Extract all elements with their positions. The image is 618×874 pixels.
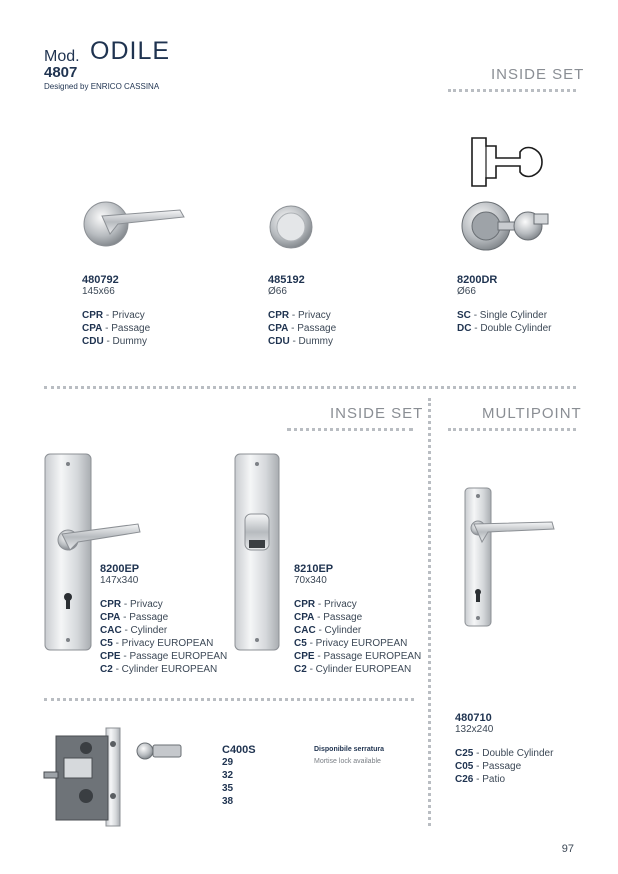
mortise-lock-note <box>314 744 384 768</box>
deadbolt-profile-drawing <box>466 132 550 192</box>
option-item: CPE - Passage EUROPEAN <box>100 651 228 662</box>
product-dimensions: 70x340 <box>294 575 327 586</box>
option-item: CPR - Privacy <box>268 310 331 321</box>
product-480710 <box>455 712 553 786</box>
note-english: Mortise lock available <box>314 758 381 765</box>
option-item: CPR - Privacy <box>82 310 145 321</box>
mod-label: Mod. <box>44 48 80 65</box>
product-code: 8200DR <box>457 274 498 286</box>
note-italian: Disponibile serratura <box>314 746 385 753</box>
option-item: CPA - Passage <box>82 323 151 334</box>
product-code: 8210EP <box>294 563 334 575</box>
product-8200EP <box>100 563 227 676</box>
product-dimensions: 132x240 <box>455 724 494 735</box>
option-item: C05 - Passage <box>455 761 522 772</box>
option-item: CPA - Passage <box>294 612 363 623</box>
option-item: CPR - Privacy <box>100 599 163 610</box>
model-name: ODILE <box>90 37 171 65</box>
option-list <box>268 309 336 348</box>
column-divider <box>428 398 431 826</box>
section-underline <box>287 428 413 431</box>
product-dimensions: 145x66 <box>82 286 115 297</box>
product-code: 485192 <box>268 274 305 286</box>
product-code: C400S <box>222 744 256 756</box>
knob-485192-image <box>268 204 314 250</box>
product-485192 <box>268 274 336 348</box>
option-item: CPR - Privacy <box>294 599 357 610</box>
product-8210EP <box>294 563 421 676</box>
option-list <box>294 598 421 676</box>
option-list <box>457 309 552 335</box>
row-divider <box>44 698 414 701</box>
thumbturn-plate-8210EP-image <box>233 452 283 652</box>
section-title-inside-set: INSIDE SET <box>330 405 424 422</box>
size-list <box>222 756 256 808</box>
lever-handle-480792-image <box>80 198 190 248</box>
product-code: 480710 <box>455 712 492 724</box>
designer-credit: Designed by ENRICO CASSINA <box>44 82 160 91</box>
option-item: C5 - Privacy EUROPEAN <box>294 638 408 649</box>
size-item: 38 <box>222 796 234 807</box>
option-list <box>100 598 227 676</box>
product-dimensions: Ø66 <box>268 286 287 297</box>
option-item: CPA - Passage <box>268 323 337 334</box>
option-list <box>82 309 150 348</box>
option-item: CAC - Cylinder <box>294 625 362 636</box>
model-code: 4807 <box>44 64 78 81</box>
option-item: C2 - Cylinder EUROPEAN <box>294 664 412 675</box>
section-underline <box>448 89 576 92</box>
lever-plate-480710-image <box>462 486 558 630</box>
row-divider <box>44 386 576 389</box>
deadbolt-8200DR-image <box>458 198 558 254</box>
page-number: 97 <box>561 843 574 855</box>
option-list <box>455 747 553 786</box>
size-item: 29 <box>222 757 234 768</box>
mortise-lock-image <box>42 726 134 828</box>
option-item: CPE - Passage EUROPEAN <box>294 651 422 662</box>
product-8200DR <box>457 274 552 335</box>
size-item: 35 <box>222 783 234 794</box>
product-480792 <box>82 274 150 348</box>
product-lock-C400S <box>222 744 256 808</box>
option-item: DC - Double Cylinder <box>457 323 552 334</box>
option-item: CPA - Passage <box>100 612 169 623</box>
option-item: C2 - Cylinder EUROPEAN <box>100 664 218 675</box>
option-item: C5 - Privacy EUROPEAN <box>100 638 214 649</box>
product-dimensions: Ø66 <box>457 286 476 297</box>
option-item: C25 - Double Cylinder <box>455 748 554 759</box>
section-title-multipoint: MULTIPOINT <box>482 405 582 422</box>
lock-cylinder-image <box>136 740 186 762</box>
option-item: CDU - Dummy <box>268 336 334 347</box>
section-underline <box>448 428 576 431</box>
product-code: 480792 <box>82 274 119 286</box>
size-item: 32 <box>222 770 234 781</box>
product-code: 8200EP <box>100 563 140 575</box>
option-item: C26 - Patio <box>455 774 506 785</box>
option-item: CDU - Dummy <box>82 336 148 347</box>
section-title-inside-set: INSIDE SET <box>491 66 585 83</box>
option-item: SC - Single Cylinder <box>457 310 548 321</box>
option-item: CAC - Cylinder <box>100 625 168 636</box>
product-dimensions: 147x340 <box>100 575 139 586</box>
